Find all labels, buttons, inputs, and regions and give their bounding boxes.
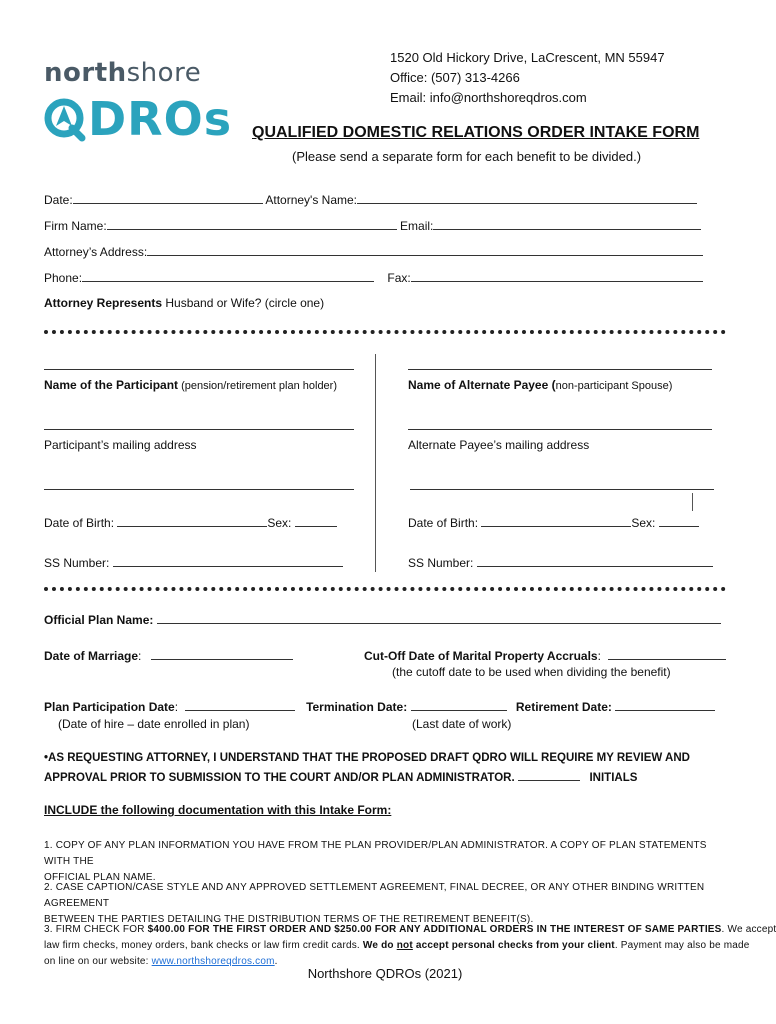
form-title: QUALIFIED DOMESTIC RELATIONS ORDER INTAKE FORM <box>252 124 700 141</box>
alternate-sex-field[interactable] <box>659 515 699 527</box>
footer: Northshore QDROs (2021) <box>307 966 463 981</box>
alternate-sex-label: Sex: <box>631 516 656 530</box>
logo-northshore: northshore <box>44 58 202 88</box>
logo-q-icon <box>42 96 88 142</box>
participation-note: (Date of hire – date enrolled in plan) <box>58 717 250 731</box>
attorney-name-label: Attorney's Name: <box>265 193 358 207</box>
alternate-name-label: Name of Alternate Payee (non-participant Spouse) <box>408 378 673 392</box>
termination-label: Termination Date: <box>306 700 408 714</box>
alternate-ss-field[interactable] <box>477 555 713 567</box>
note-1: 1. COPY OF ANY PLAN INFORMATION YOU HAVE FROM THE PLAN PROVIDER/PLAN ADMINISTRATOR. A COPY OF PLAN STATEMENTS WITH THE OFFICIAL PLAN NAME. <box>44 840 707 883</box>
alternate-ss-label: SS Number: <box>408 556 474 570</box>
office-phone: Office: (507) 313-4266 <box>390 70 520 85</box>
participant-ss-row <box>44 555 343 570</box>
termination-field[interactable] <box>411 699 507 711</box>
logo-qdros: DROs <box>42 92 232 146</box>
marriage-date-field[interactable] <box>151 648 293 660</box>
alternate-dob-label: Date of Birth: <box>408 516 479 530</box>
include-heading: INCLUDE the following documentation with this Intake Form: <box>44 803 392 817</box>
email-label: Email: <box>400 219 434 233</box>
plan-name-label: Official Plan Name: <box>44 613 154 627</box>
fax-label: Fax: <box>387 271 411 285</box>
marriage-row: Date of Marriage: <box>44 648 293 663</box>
alternate-address-field[interactable] <box>408 418 712 430</box>
participant-address-field-2[interactable] <box>44 478 354 490</box>
acknowledge-line2: APPROVAL PRIOR TO SUBMISSION TO THE COURT AND/OR PLAN ADMINISTRATOR. INITIALS <box>44 769 637 784</box>
plan-name-field[interactable] <box>157 612 721 624</box>
date-label: Date: <box>44 193 73 207</box>
attorney-address-row <box>44 244 703 259</box>
section-divider <box>44 330 726 334</box>
attorney-address-label: Attorney’s Address: <box>44 245 148 259</box>
participant-dob-row <box>44 515 337 530</box>
address-line: 1520 Old Hickory Drive, LaCrescent, MN 55947 <box>390 50 665 65</box>
cutoff-note: (the cutoff date to be used when dividing the benefit) <box>392 665 671 679</box>
firm-row <box>44 218 701 233</box>
cutoff-field[interactable] <box>608 648 726 660</box>
company-address <box>390 48 665 108</box>
attorney-name-field[interactable] <box>357 192 697 204</box>
section-divider-2 <box>44 587 726 591</box>
represents-row <box>44 296 324 310</box>
firm-name-label: Firm Name: <box>44 219 107 233</box>
represents-question: Husband or Wife? (circle one) <box>162 296 325 310</box>
participant-address-field[interactable] <box>44 418 354 430</box>
participant-name-field[interactable] <box>44 358 354 370</box>
alternate-ss-row <box>408 555 713 570</box>
website-link[interactable]: www.northshoreqdros.com <box>151 956 275 967</box>
participant-name-label: Name of the Participant (pension/retirement plan holder) <box>44 378 338 392</box>
participant-address-label: Participant’s mailing address <box>44 438 197 452</box>
participant-dob-field[interactable] <box>117 515 267 527</box>
phone-row <box>44 270 703 285</box>
participation-label: Plan Participation Date <box>44 700 175 714</box>
plan-name-row <box>44 612 721 627</box>
email-field[interactable] <box>433 218 701 230</box>
date-field[interactable] <box>73 192 263 204</box>
acknowledge-line1: •AS REQUESTING ATTORNEY, I UNDERSTAND THAT THE PROPOSED DRAFT QDRO WILL REQUIRE MY REVIEW AND <box>44 752 690 764</box>
alternate-address-label: Alternate Payee’s mailing address <box>408 438 590 452</box>
initials-field[interactable] <box>518 769 580 781</box>
alternate-dob-row <box>408 515 699 530</box>
phone-field[interactable] <box>82 270 374 282</box>
attorney-address-field[interactable] <box>147 244 703 256</box>
alternate-dob-field[interactable] <box>481 515 631 527</box>
participation-row: Plan Participation Date: Termination Date: Retirement Date: <box>44 699 715 714</box>
column-mark <box>692 493 693 511</box>
participation-field[interactable] <box>185 699 295 711</box>
participant-ss-field[interactable] <box>113 555 343 567</box>
cutoff-row: Cut-Off Date of Marital Property Accruals: <box>364 648 726 663</box>
represents-label: Attorney Represents <box>44 296 163 310</box>
alternate-name-field[interactable] <box>408 358 712 370</box>
termination-note: (Last date of work) <box>412 717 512 731</box>
fax-field[interactable] <box>411 270 703 282</box>
retirement-label: Retirement Date: <box>515 700 612 714</box>
participant-sex-field[interactable] <box>295 515 337 527</box>
marriage-date-label: Date of Marriage <box>44 649 139 663</box>
office-email: Email: info@northshoreqdros.com <box>390 90 587 105</box>
firm-name-field[interactable] <box>107 218 397 230</box>
participant-ss-label: SS Number: <box>44 556 110 570</box>
participant-sex-label: Sex: <box>267 516 292 530</box>
date-row <box>44 192 697 207</box>
alternate-address-field-2[interactable] <box>410 478 714 490</box>
participant-dob-label: Date of Birth: <box>44 516 115 530</box>
note-2: 2. CASE CAPTION/CASE STYLE AND ANY APPROVED SETTLEMENT AGREEMENT, FINAL DECREE, OR ANY OTHER BINDING WRITTEN AGREEMENT BETWEEN THE PARTIES DETAILING THE DISTRIBUTION TERMS OF THE RETIREMENT BENEFIT(S). <box>44 882 705 925</box>
column-divider <box>375 354 376 572</box>
form-subtitle: (Please send a separate form for each benefit to be divided.) <box>292 149 642 164</box>
retirement-field[interactable] <box>615 699 715 711</box>
phone-label: Phone: <box>44 271 83 285</box>
note-3: 3. FIRM CHECK FOR $400.00 FOR THE FIRST ORDER AND $250.00 FOR ANY ADDITIONAL ORDERS IN THE INTEREST OF SAME PARTIES. We accept law firm checks, money orders, bank checks or law firm credit cards. We do not accept personal checks from your client. Payment may also be made on line on our website: www.northshoreqdros.com. <box>44 924 776 967</box>
cutoff-label: Cut-Off Date of Marital Property Accruals <box>364 649 598 663</box>
